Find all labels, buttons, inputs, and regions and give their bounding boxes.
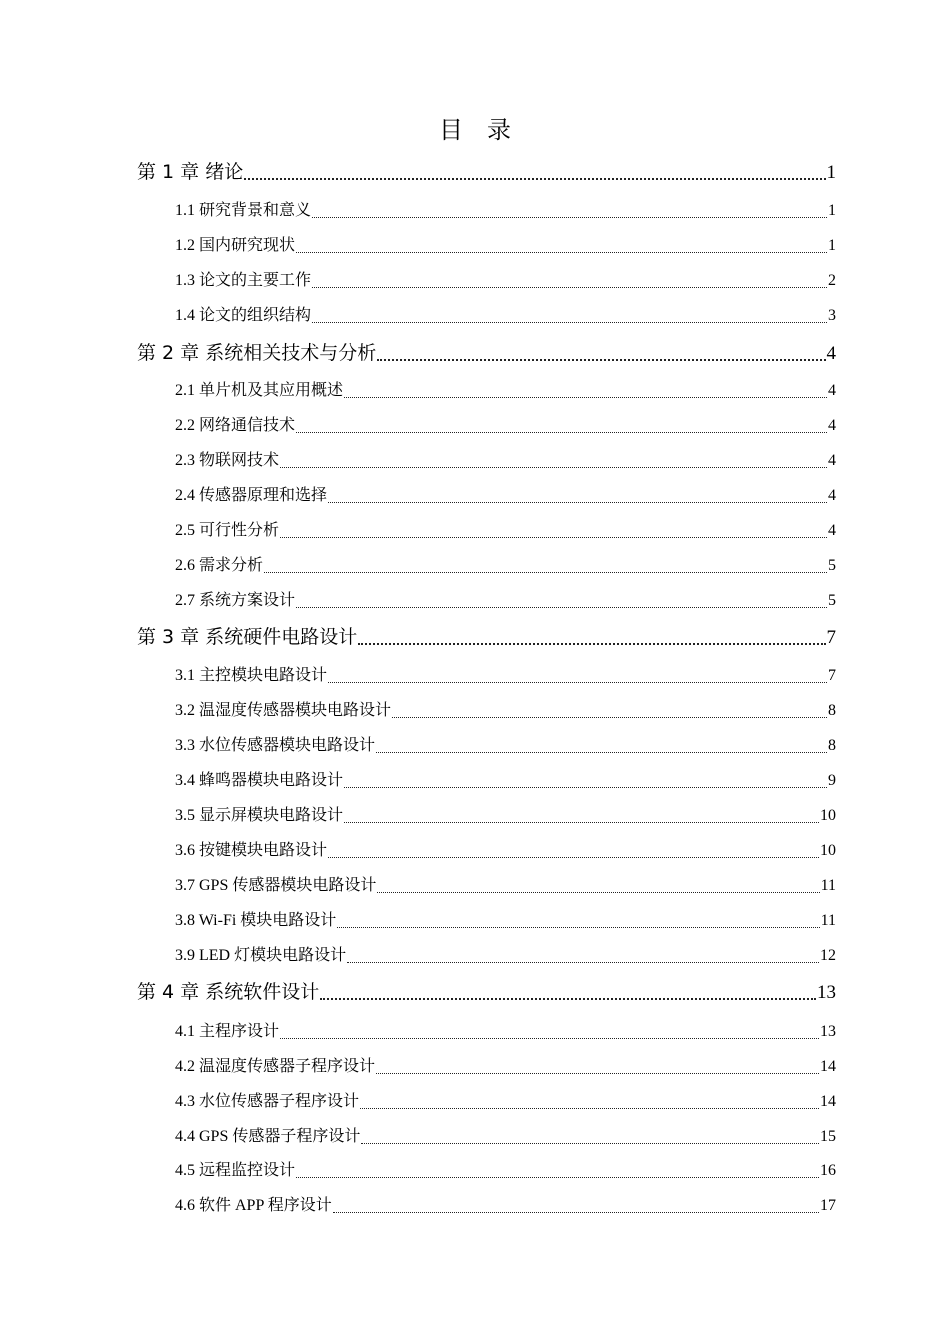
toc-entry-page-number: 13 [820, 1023, 836, 1040]
toc-entry-page-number: 8 [828, 702, 836, 719]
dot-leader [392, 699, 827, 723]
toc-entry-label: 2.2 网络通信技术 [175, 417, 296, 434]
toc-entry-label: 4.4 GPS 传感器子程序设计 [175, 1128, 361, 1145]
toc-section-entry[interactable] [175, 379, 836, 403]
toc-entry-label: 2.4 传感器原理和选择 [175, 487, 328, 504]
dot-leader [358, 623, 825, 651]
dot-leader [344, 804, 819, 828]
toc-section-entry[interactable] [175, 484, 836, 508]
toc-section-entry[interactable] [175, 839, 836, 863]
dot-leader [296, 589, 827, 613]
toc-entry-label: 第 4 章 系统软件设计 [137, 981, 320, 1003]
dot-leader [360, 1090, 819, 1114]
toc-entry-page-number: 17 [820, 1197, 836, 1214]
dot-leader [296, 1159, 819, 1183]
toc-entry-page-number: 10 [820, 842, 836, 859]
toc-section-entry[interactable] [175, 734, 836, 758]
toc-entry-page-number: 1 [826, 162, 836, 183]
toc-entry-label: 4.3 水位传感器子程序设计 [175, 1093, 360, 1110]
toc-entry-label: 2.5 可行性分析 [175, 522, 280, 539]
dot-leader [296, 234, 827, 258]
toc-section-entry[interactable] [175, 944, 836, 968]
dot-leader [296, 414, 827, 438]
toc-entry-label: 3.8 Wi-Fi 模块电路设计 [175, 912, 337, 929]
toc-entry-page-number: 12 [820, 947, 836, 964]
toc-entry-label: 1.1 研究背景和意义 [175, 202, 312, 219]
toc-section-entry[interactable] [175, 1125, 836, 1149]
toc-entry-label: 3.3 水位传感器模块电路设计 [175, 737, 376, 754]
toc-section-entry[interactable] [175, 554, 836, 578]
toc-entry-page-number: 4 [828, 452, 836, 469]
toc-entry-page-number: 8 [828, 737, 836, 754]
dot-leader [312, 199, 827, 223]
toc-section-entry[interactable] [175, 449, 836, 473]
dot-leader [344, 379, 827, 403]
toc-entry-label: 3.4 蜂鸣器模块电路设计 [175, 772, 344, 789]
toc-chapter-entry[interactable] [137, 158, 836, 186]
toc-entry-page-number: 4 [828, 522, 836, 539]
dot-leader [337, 909, 819, 933]
dot-leader [280, 1020, 819, 1044]
toc-section-entry[interactable] [175, 1159, 836, 1183]
dot-leader [376, 1055, 819, 1079]
toc-entry-label: 3.5 显示屏模块电路设计 [175, 807, 344, 824]
toc-section-entry[interactable] [175, 589, 836, 613]
toc-section-entry[interactable] [175, 874, 836, 898]
toc-section-entry[interactable] [175, 1020, 836, 1044]
toc-entry-label: 3.9 LED 灯模块电路设计 [175, 947, 347, 964]
toc-entry-label: 第 3 章 系统硬件电路设计 [137, 626, 358, 648]
toc-section-entry[interactable] [175, 1090, 836, 1114]
toc-entry-page-number: 11 [820, 912, 836, 929]
toc-entry-label: 3.7 GPS 传感器模块电路设计 [175, 877, 377, 894]
toc-section-entry[interactable] [175, 804, 836, 828]
dot-leader [280, 449, 827, 473]
toc-entry-label: 4.1 主程序设计 [175, 1023, 280, 1040]
toc-entry-page-number: 10 [820, 807, 836, 824]
toc-section-entry[interactable] [175, 304, 836, 328]
toc-section-entry[interactable] [175, 1194, 836, 1218]
dot-leader [376, 734, 827, 758]
dot-leader [320, 978, 816, 1006]
toc-entry-page-number: 14 [820, 1093, 836, 1110]
toc-entry-page-number: 13 [817, 982, 836, 1003]
toc-entry-page-number: 5 [828, 592, 836, 609]
toc-entry-page-number: 1 [828, 202, 836, 219]
toc-entry-label: 3.6 按键模块电路设计 [175, 842, 328, 859]
toc-entry-page-number: 4 [828, 382, 836, 399]
dot-leader [244, 158, 825, 186]
dot-leader [347, 944, 819, 968]
toc-title: 目 录 [439, 116, 511, 144]
dot-leader [361, 1125, 819, 1149]
toc-entry-label: 1.2 国内研究现状 [175, 237, 296, 254]
toc-section-entry[interactable] [175, 699, 836, 723]
toc-section-entry[interactable] [175, 664, 836, 688]
toc-entry-page-number: 7 [826, 627, 836, 648]
toc-entry-label: 4.6 软件 APP 程序设计 [175, 1197, 332, 1214]
toc-section-entry[interactable] [175, 519, 836, 543]
toc-chapter-entry[interactable] [137, 623, 836, 651]
toc-entry-page-number: 11 [820, 877, 836, 894]
toc-entry-page-number: 1 [828, 237, 836, 254]
toc-entry-page-number: 2 [828, 272, 836, 289]
toc-entry-label: 第 1 章 绪论 [137, 161, 244, 183]
dot-leader [280, 519, 827, 543]
toc-entry-label: 4.2 温湿度传感器子程序设计 [175, 1058, 376, 1075]
toc-entry-label: 1.4 论文的组织结构 [175, 307, 312, 324]
toc-entry-label: 第 2 章 系统相关技术与分析 [137, 342, 377, 364]
toc-entry-page-number: 4 [828, 487, 836, 504]
toc-entry-page-number: 15 [820, 1128, 836, 1145]
toc-entry-page-number: 9 [828, 772, 836, 789]
dot-leader [377, 339, 825, 367]
dot-leader [328, 484, 827, 508]
toc-entry-page-number: 7 [828, 667, 836, 684]
toc-chapter-entry[interactable] [137, 978, 836, 1006]
toc-entry-label: 3.1 主控模块电路设计 [175, 667, 328, 684]
toc-entry-page-number: 4 [828, 417, 836, 434]
toc-entry-label: 2.6 需求分析 [175, 557, 264, 574]
toc-entry-page-number: 5 [828, 557, 836, 574]
toc-section-entry[interactable] [175, 769, 836, 793]
toc-entry-page-number: 3 [828, 307, 836, 324]
toc-entry-label: 2.7 系统方案设计 [175, 592, 296, 609]
toc-section-entry[interactable] [175, 414, 836, 438]
dot-leader [344, 769, 827, 793]
dot-leader [328, 664, 827, 688]
dot-leader [328, 839, 819, 863]
dot-leader [333, 1194, 819, 1218]
toc-entry-label: 2.3 物联网技术 [175, 452, 280, 469]
toc-section-entry[interactable] [175, 234, 836, 258]
toc-entry-label: 2.1 单片机及其应用概述 [175, 382, 344, 399]
dot-leader [312, 304, 827, 328]
toc-section-entry[interactable] [175, 199, 836, 223]
dot-leader [377, 874, 819, 898]
toc-section-entry[interactable] [175, 269, 836, 293]
toc-section-entry[interactable] [175, 909, 836, 933]
dot-leader [264, 554, 827, 578]
toc-entry-label: 1.3 论文的主要工作 [175, 272, 312, 289]
toc-section-entry[interactable] [175, 1055, 836, 1079]
toc-entry-page-number: 14 [820, 1058, 836, 1075]
toc-entry-label: 4.5 远程监控设计 [175, 1162, 296, 1179]
toc-entry-label: 3.2 温湿度传感器模块电路设计 [175, 702, 392, 719]
toc-entry-page-number: 16 [820, 1162, 836, 1179]
dot-leader [312, 269, 827, 293]
toc-chapter-entry[interactable] [137, 339, 836, 367]
toc-entry-page-number: 4 [826, 343, 836, 364]
